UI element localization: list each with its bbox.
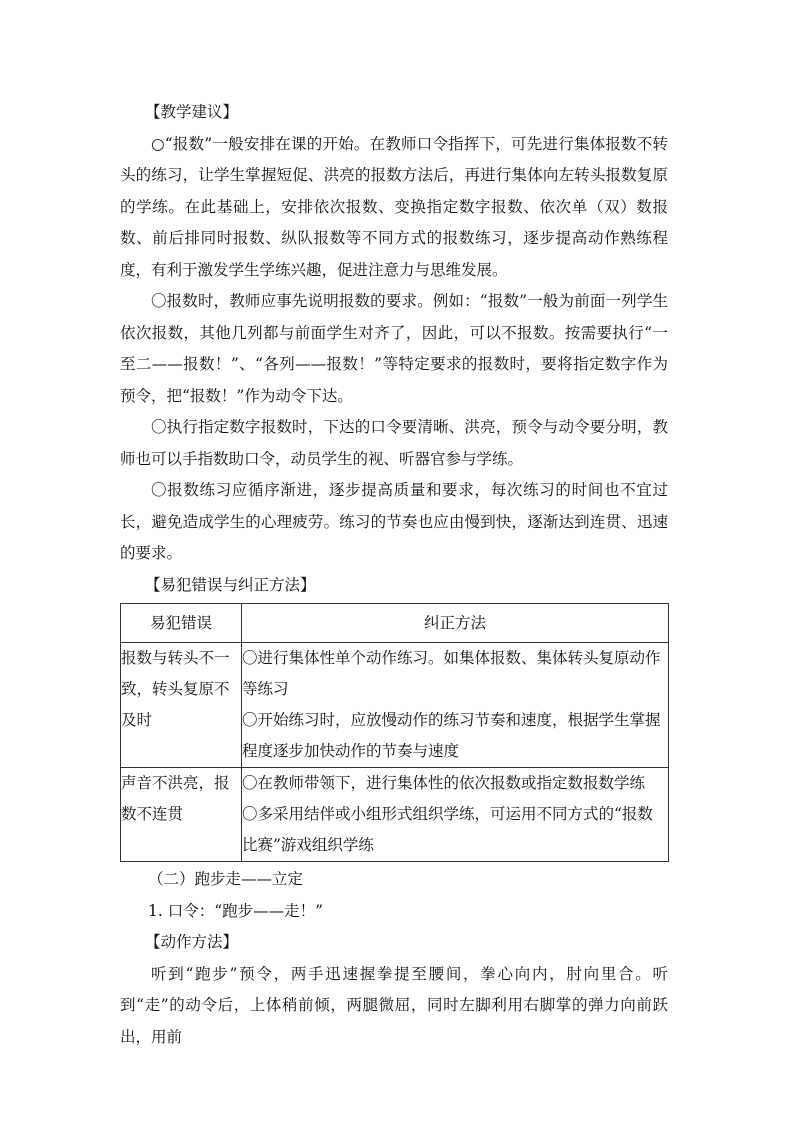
- method-heading: 【动作方法】: [145, 933, 239, 951]
- errors-table: [120, 603, 669, 862]
- table-row: [121, 643, 669, 768]
- fix-item: 〇在教师带领下，进行集体性的依次报数或指定数报数学练: [242, 774, 646, 792]
- fix-item: 〇进行集体性单个动作练习。如集体报数、集体转头复原动作等练习: [242, 649, 661, 698]
- table-row: [121, 768, 669, 862]
- document-page: [120, 97, 668, 1053]
- fix-item: 〇多采用结伴或小组形式组织学练，可运用不同方式的“报数比赛”游戏组织学练: [242, 805, 653, 854]
- error-cell: 声音不洪亮，报数不连贯: [121, 768, 242, 862]
- errors-table-header: [121, 604, 669, 643]
- teaching-paragraph-3: 〇执行指定数字报数时，下达的口令要清晰、洪亮，预令与动令要分明，教师也可以手指数助口令，动员学生的视、听器官参与学练。: [120, 418, 668, 468]
- fix-item: 〇开始练习时，应放慢动作的练习节奏和速度，根据学生掌握程度逐步加快动作的节奏与速度: [242, 711, 661, 760]
- errors-heading: 【易犯错误与纠正方法】: [145, 575, 316, 594]
- running-heading: （二）跑步走——立定: [148, 870, 304, 888]
- fix-cell: [242, 768, 669, 862]
- error-cell: 报数与转头不一致，转头复原不及时: [121, 643, 242, 768]
- teaching-advice-heading: 【教学建议】: [145, 103, 239, 121]
- fix-cell: [242, 643, 669, 768]
- column-header-error: 易犯错误: [121, 604, 242, 643]
- teaching-paragraph-2: 〇报数时，教师应事先说明报数的要求。例如：“报数”一般为前面一列学生依次报数，其他几列都与前面学生对齐了，因此，可以不报数。按需要执行“一至二——报数！”、“各列——报数！”等特定要求的报数时，要将指定数字作为预令，把“报数！”作为动令下达。: [120, 292, 668, 405]
- teaching-paragraph-4: 〇报数练习应循序渐进，逐步提高质量和要求，每次练习的时间也不宜过长，避免造成学生的心理疲劳。练习的节奏也应由慢到快，逐渐达到连贯、迅速的要求。: [120, 481, 668, 562]
- running-command: 1. 口令：“跑步——走！”: [148, 901, 324, 920]
- column-header-fix: 纠正方法: [242, 604, 669, 643]
- method-paragraph: 听到“跑步”预令，两手迅速握拳提至腰间，拳心向内，肘向里合。听到“走”的动令后，上体稍前倾，两腿微屈，同时左脚利用右脚掌的弹力向前跃出，用前: [120, 964, 668, 1046]
- teaching-paragraph-1: ○“报数”一般安排在课的开始。在教师口令指挥下，可先进行集体报数不转头的练习，让学生掌握短促、洪亮的报数方法后，再进行集体向左转头报数复原的学练。在此基础上，安排依次报数、变换指定数字报数、依次单（双）数报数、前后排同时报数、纵队报数等不同方式的报数练习，逐步提高动作熟练程度，有利于激发学生学练兴趣，促进注意力与思维发展。: [120, 134, 668, 279]
